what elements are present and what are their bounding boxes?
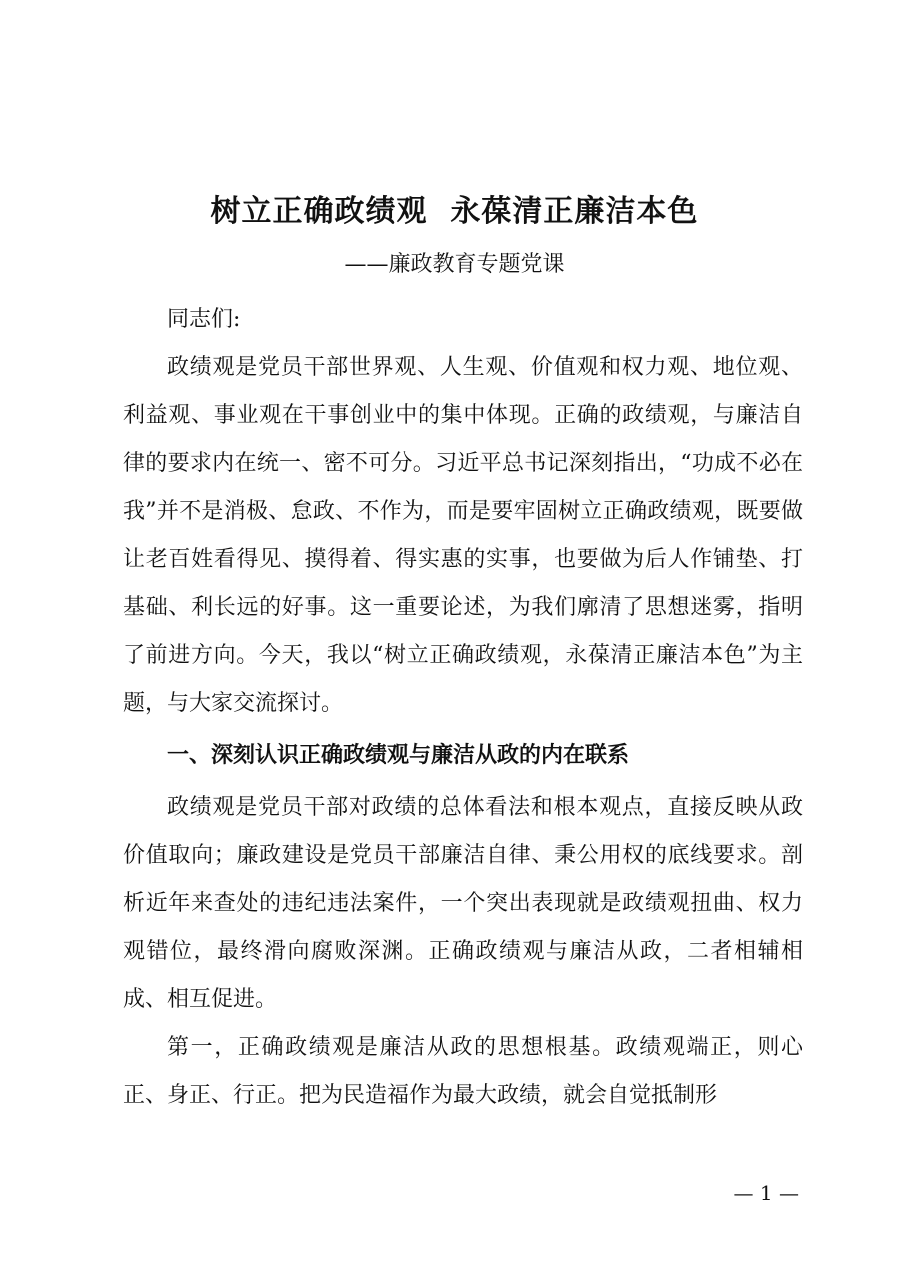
document-title: 树立正确政绩观 永葆清正廉洁本色 xyxy=(210,194,699,229)
intro-paragraph: 政绩观是党员干部世界观、人生观、价值观和权力观、地位观、利益观、事业观在干事创业中的集中体现。正确的政绩观，与廉洁自律的要求内在统一、密不可分。习近平总书记深刻指出，“功成不必在我”并不是消极、怠政、不作为，而是要牢固树立正确政绩观，既要做让老百姓看得见、摸得着、得实惠的实事，也要做为后人作铺垫、打基础、利长远的好事。这一重要论述，为我们廓清了思想迷雾，指明了前进方向。今天，我以“树立正确政绩观，永葆清正廉洁本色”为主题，与大家交流探讨。 xyxy=(123,355,803,716)
section-heading: 一、深刻认识正确政绩观与廉洁从政的内在联系 xyxy=(167,743,630,768)
page-number: — 1 — xyxy=(733,1181,799,1205)
document-body xyxy=(123,296,803,1120)
section-paragraph: 政绩观是党员干部对政绩的总体看法和根本观点，直接反映从政价值取向；廉政建设是党员干部廉洁自律、秉公用权的底线要求。剖析近年来查处的违纪违法案件，一个突出表现就是政绩观扭曲、权力观错位，最终滑向腐败深渊。正确政绩观与廉洁从政，二者相辅相成、相互促进。 xyxy=(123,795,803,1012)
greeting: 同志们: xyxy=(167,307,241,332)
document-subtitle: ——廉政教育专题党课 xyxy=(344,252,565,277)
section-paragraph: 第一，正确政绩观是廉洁从政的思想根基。政绩观端正，则心正、身正、行正。把为民造福作为最大政绩，就会自觉抵制形 xyxy=(123,1035,803,1108)
